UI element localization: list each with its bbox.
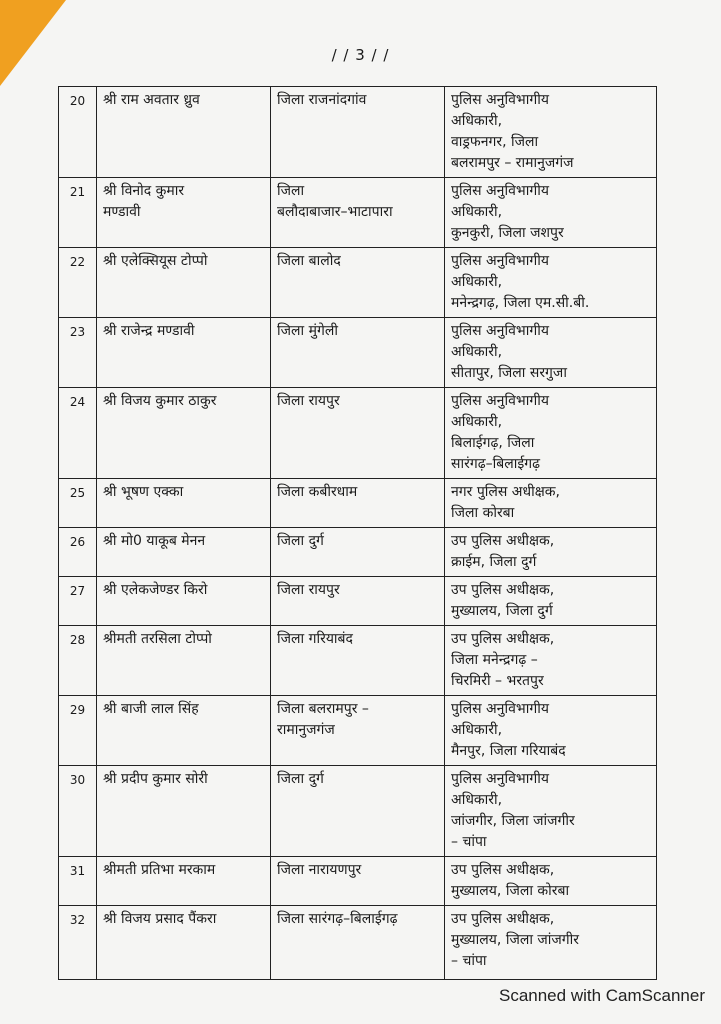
posting-from: जिला दुर्ग bbox=[271, 528, 445, 577]
table-row bbox=[59, 528, 657, 577]
posting-to: पुलिस अनुविभागीय अधिकारी, कुनकुरी, जिला जशपुर bbox=[445, 178, 657, 248]
serial-number: 24 bbox=[59, 388, 97, 479]
posting-from: जिला बालोद bbox=[271, 248, 445, 318]
posting-from: जिला बलरामपुर – रामानुजगंज bbox=[271, 696, 445, 766]
posting-from: जिला राजनांदगांव bbox=[271, 87, 445, 178]
table-row bbox=[59, 87, 657, 178]
table-row bbox=[59, 626, 657, 696]
officer-name: श्री विजय प्रसाद पैंकरा bbox=[97, 906, 271, 980]
posting-to: उप पुलिस अधीक्षक, जिला मनेन्द्रगढ़ – चिरमिरी – भरतपुर bbox=[445, 626, 657, 696]
posting-to: उप पुलिस अधीक्षक, मुख्यालय, जिला कोरबा bbox=[445, 857, 657, 906]
officer-name: श्री मो0 याकूब मेनन bbox=[97, 528, 271, 577]
serial-number: 28 bbox=[59, 626, 97, 696]
posting-from: जिला बलौदाबाजार–भाटापारा bbox=[271, 178, 445, 248]
table-row bbox=[59, 248, 657, 318]
officer-name: श्री बाजी लाल सिंह bbox=[97, 696, 271, 766]
officer-name: श्री एलेक्सियूस टोप्पो bbox=[97, 248, 271, 318]
officer-name: श्री राम अवतार ध्रुव bbox=[97, 87, 271, 178]
page-number: / / 3 / / bbox=[331, 46, 390, 64]
serial-number: 21 bbox=[59, 178, 97, 248]
table-row bbox=[59, 906, 657, 980]
officer-name: श्री प्रदीप कुमार सोरी bbox=[97, 766, 271, 857]
posting-to: नगर पुलिस अधीक्षक, जिला कोरबा bbox=[445, 479, 657, 528]
officer-name: श्री विजय कुमार ठाकुर bbox=[97, 388, 271, 479]
posting-from: जिला रायपुर bbox=[271, 388, 445, 479]
table-row bbox=[59, 857, 657, 906]
table-row bbox=[59, 766, 657, 857]
officer-name: श्रीमती तरसिला टोप्पो bbox=[97, 626, 271, 696]
posting-to: पुलिस अनुविभागीय अधिकारी, वाड्रफनगर, जिला बलरामपुर – रामानुजगंज bbox=[445, 87, 657, 178]
posting-from: जिला दुर्ग bbox=[271, 766, 445, 857]
posting-to: पुलिस अनुविभागीय अधिकारी, मैनपुर, जिला गरियाबंद bbox=[445, 696, 657, 766]
posting-to: उप पुलिस अधीक्षक, मुख्यालय, जिला जांजगीर – चांपा bbox=[445, 906, 657, 980]
posting-from: जिला कबीरधाम bbox=[271, 479, 445, 528]
serial-number: 23 bbox=[59, 318, 97, 388]
serial-number: 25 bbox=[59, 479, 97, 528]
transfer-table bbox=[58, 86, 657, 980]
posting-to: उप पुलिस अधीक्षक, मुख्यालय, जिला दुर्ग bbox=[445, 577, 657, 626]
posting-to: पुलिस अनुविभागीय अधिकारी, मनेन्द्रगढ़, जिला एम.सी.बी. bbox=[445, 248, 657, 318]
corner-fold-mark bbox=[0, 0, 66, 86]
serial-number: 20 bbox=[59, 87, 97, 178]
posting-to: पुलिस अनुविभागीय अधिकारी, जांजगीर, जिला जांजगीर – चांपा bbox=[445, 766, 657, 857]
serial-number: 32 bbox=[59, 906, 97, 980]
posting-from: जिला सारंगढ़–बिलाईगढ़ bbox=[271, 906, 445, 980]
officer-name: श्री विनोद कुमार मण्डावी bbox=[97, 178, 271, 248]
officer-name: श्री राजेन्द्र मण्डावी bbox=[97, 318, 271, 388]
table-row bbox=[59, 696, 657, 766]
officer-name: श्रीमती प्रतिभा मरकाम bbox=[97, 857, 271, 906]
table-row bbox=[59, 388, 657, 479]
serial-number: 26 bbox=[59, 528, 97, 577]
posting-from: जिला गरियाबंद bbox=[271, 626, 445, 696]
posting-from: जिला मुंगेली bbox=[271, 318, 445, 388]
posting-from: जिला रायपुर bbox=[271, 577, 445, 626]
serial-number: 22 bbox=[59, 248, 97, 318]
officer-name: श्री एलेकजेण्डर किरो bbox=[97, 577, 271, 626]
serial-number: 29 bbox=[59, 696, 97, 766]
posting-from: जिला नारायणपुर bbox=[271, 857, 445, 906]
posting-to: पुलिस अनुविभागीय अधिकारी, सीतापुर, जिला सरगुजा bbox=[445, 318, 657, 388]
scanner-footer: Scanned with CamScanner bbox=[498, 986, 705, 1005]
table-row bbox=[59, 577, 657, 626]
table-row bbox=[59, 479, 657, 528]
posting-to: उप पुलिस अधीक्षक, क्राईम, जिला दुर्ग bbox=[445, 528, 657, 577]
table-row bbox=[59, 178, 657, 248]
serial-number: 31 bbox=[59, 857, 97, 906]
serial-number: 27 bbox=[59, 577, 97, 626]
table-row bbox=[59, 318, 657, 388]
serial-number: 30 bbox=[59, 766, 97, 857]
officer-name: श्री भूषण एक्का bbox=[97, 479, 271, 528]
posting-to: पुलिस अनुविभागीय अधिकारी, बिलाईगढ़, जिला सारंगढ़–बिलाईगढ़ bbox=[445, 388, 657, 479]
